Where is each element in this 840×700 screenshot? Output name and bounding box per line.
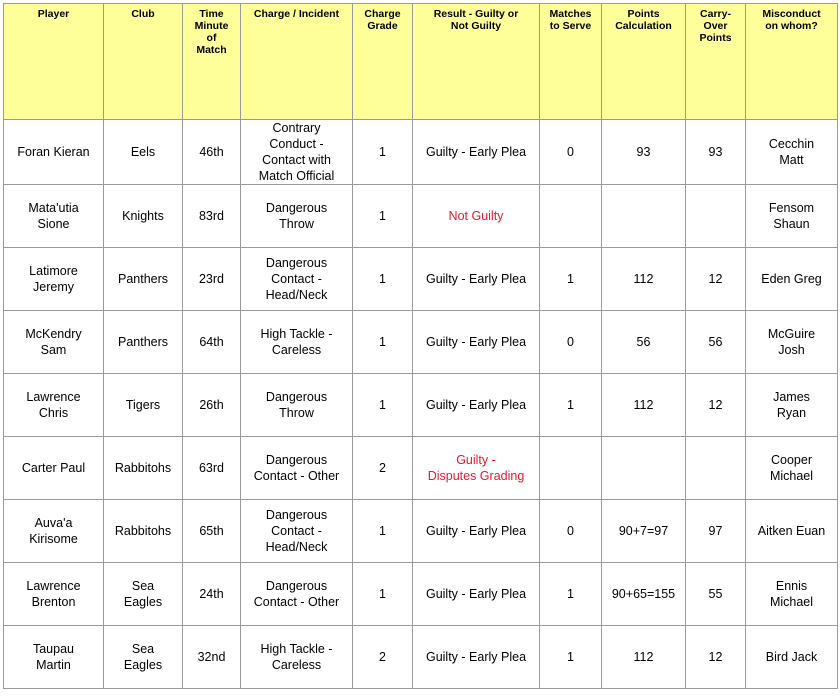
- cell-result: Guilty - Early Plea: [413, 563, 540, 626]
- cell-player: Lawrence Chris: [4, 374, 104, 437]
- header-matches: Matches to Serve: [540, 4, 602, 120]
- cell-misconduct: Fensom Shaun: [746, 185, 838, 248]
- cell-charge: High Tackle - Careless: [241, 626, 353, 689]
- cell-result: Guilty - Early Plea: [413, 500, 540, 563]
- cell-result: Guilty - Early Plea: [413, 626, 540, 689]
- cell-matches: [540, 185, 602, 248]
- cell-carry: 55: [686, 563, 746, 626]
- cell-grade: 1: [353, 185, 413, 248]
- cell-charge: Dangerous Contact - Other: [241, 563, 353, 626]
- header-player: Player: [4, 4, 104, 120]
- cell-time: 64th: [183, 311, 241, 374]
- table-row: [4, 311, 838, 374]
- cell-time: 32nd: [183, 626, 241, 689]
- cell-matches: 0: [540, 120, 602, 185]
- table-row: [4, 437, 838, 500]
- cell-matches: 1: [540, 374, 602, 437]
- table-row: [4, 563, 838, 626]
- cell-time: 24th: [183, 563, 241, 626]
- cell-player: Foran Kieran: [4, 120, 104, 185]
- cell-club: Tigers: [104, 374, 183, 437]
- cell-club: Panthers: [104, 311, 183, 374]
- cell-carry: 97: [686, 500, 746, 563]
- cell-club: Panthers: [104, 248, 183, 311]
- cell-carry: 93: [686, 120, 746, 185]
- cell-matches: [540, 437, 602, 500]
- header-grade: Charge Grade: [353, 4, 413, 120]
- cell-points: 90+7=97: [602, 500, 686, 563]
- cell-club: Rabbitohs: [104, 500, 183, 563]
- cell-carry: [686, 185, 746, 248]
- cell-misconduct: Aitken Euan: [746, 500, 838, 563]
- cell-matches: 1: [540, 626, 602, 689]
- cell-grade: 1: [353, 120, 413, 185]
- cell-time: 23rd: [183, 248, 241, 311]
- cell-player: McKendry Sam: [4, 311, 104, 374]
- cell-carry: 56: [686, 311, 746, 374]
- cell-result: Guilty - Early Plea: [413, 374, 540, 437]
- cell-charge: Dangerous Contact - Head/Neck: [241, 248, 353, 311]
- cell-points: 90+65=155: [602, 563, 686, 626]
- cell-misconduct: James Ryan: [746, 374, 838, 437]
- cell-charge: High Tackle - Careless: [241, 311, 353, 374]
- header-club: Club: [104, 4, 183, 120]
- cell-misconduct: Cecchin Matt: [746, 120, 838, 185]
- cell-points: 112: [602, 626, 686, 689]
- cell-time: 83rd: [183, 185, 241, 248]
- cell-misconduct: Eden Greg: [746, 248, 838, 311]
- cell-player: Lawrence Brenton: [4, 563, 104, 626]
- cell-result: Guilty - Early Plea: [413, 248, 540, 311]
- cell-result: Not Guilty: [413, 185, 540, 248]
- cell-club: Rabbitohs: [104, 437, 183, 500]
- cell-player: Auva'a Kirisome: [4, 500, 104, 563]
- cell-charge: Dangerous Throw: [241, 374, 353, 437]
- cell-grade: 2: [353, 626, 413, 689]
- table-row: [4, 248, 838, 311]
- cell-misconduct: Cooper Michael: [746, 437, 838, 500]
- header-carry: Carry- Over Points: [686, 4, 746, 120]
- cell-time: 65th: [183, 500, 241, 563]
- cell-points: 112: [602, 374, 686, 437]
- cell-carry: 12: [686, 374, 746, 437]
- cell-club: Sea Eagles: [104, 626, 183, 689]
- cell-result: Guilty - Disputes Grading: [413, 437, 540, 500]
- cell-points: [602, 437, 686, 500]
- header-time: Time Minute of Match: [183, 4, 241, 120]
- cell-time: 46th: [183, 120, 241, 185]
- cell-player: Carter Paul: [4, 437, 104, 500]
- cell-matches: 1: [540, 563, 602, 626]
- cell-time: 26th: [183, 374, 241, 437]
- cell-carry: 12: [686, 248, 746, 311]
- cell-points: [602, 185, 686, 248]
- cell-misconduct: Bird Jack: [746, 626, 838, 689]
- cell-matches: 0: [540, 500, 602, 563]
- cell-club: Knights: [104, 185, 183, 248]
- cell-grade: 2: [353, 437, 413, 500]
- cell-grade: 1: [353, 374, 413, 437]
- cell-matches: 0: [540, 311, 602, 374]
- table-row: [4, 374, 838, 437]
- cell-points: 93: [602, 120, 686, 185]
- cell-charge: Dangerous Throw: [241, 185, 353, 248]
- cell-result: Guilty - Early Plea: [413, 311, 540, 374]
- cell-misconduct: Ennis Michael: [746, 563, 838, 626]
- cell-points: 56: [602, 311, 686, 374]
- cell-misconduct: McGuire Josh: [746, 311, 838, 374]
- table-row: [4, 120, 838, 185]
- cell-grade: 1: [353, 563, 413, 626]
- cell-charge: Dangerous Contact - Head/Neck: [241, 500, 353, 563]
- cell-club: Sea Eagles: [104, 563, 183, 626]
- cell-matches: 1: [540, 248, 602, 311]
- cell-points: 112: [602, 248, 686, 311]
- cell-club: Eels: [104, 120, 183, 185]
- header-points: Points Calculation: [602, 4, 686, 120]
- cell-time: 63rd: [183, 437, 241, 500]
- cell-result: Guilty - Early Plea: [413, 120, 540, 185]
- table-row: [4, 500, 838, 563]
- cell-carry: [686, 437, 746, 500]
- cell-grade: 1: [353, 248, 413, 311]
- header-result: Result - Guilty or Not Guilty: [413, 4, 540, 120]
- table-row: [4, 185, 838, 248]
- table-row: [4, 626, 838, 689]
- cell-charge: Dangerous Contact - Other: [241, 437, 353, 500]
- cell-player: Latimore Jeremy: [4, 248, 104, 311]
- cell-player: Taupau Martin: [4, 626, 104, 689]
- judiciary-table: [3, 3, 838, 689]
- cell-grade: 1: [353, 311, 413, 374]
- header-charge: Charge / Incident: [241, 4, 353, 120]
- cell-grade: 1: [353, 500, 413, 563]
- header-misconduct: Misconduct on whom?: [746, 4, 838, 120]
- header-row: [4, 4, 838, 120]
- cell-player: Mata'utia Sione: [4, 185, 104, 248]
- cell-carry: 12: [686, 626, 746, 689]
- cell-charge: Contrary Conduct - Contact with Match Official: [241, 120, 353, 185]
